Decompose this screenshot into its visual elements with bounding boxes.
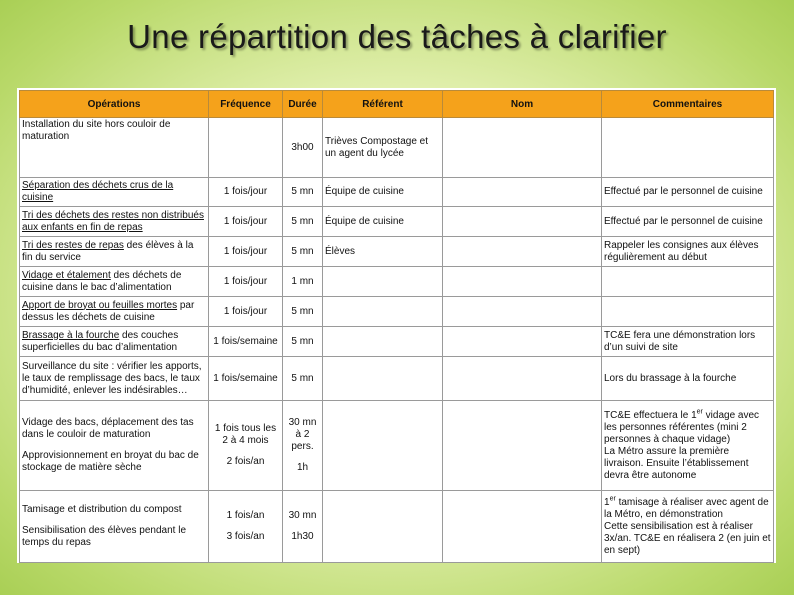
cell-referent — [323, 267, 443, 297]
cell-duree: 5 mn — [283, 237, 323, 267]
table-row — [20, 401, 774, 491]
cell-frequence: 1 fois/semaine — [209, 327, 283, 357]
cell-duree: 1 mn — [283, 267, 323, 297]
cell-frequence — [209, 118, 283, 178]
cell-nom — [443, 297, 602, 327]
cell-referent: Trièves Compostage et un agent du lycée — [323, 118, 443, 178]
cell-nom — [443, 237, 602, 267]
cell-operation: Vidage et étalement des déchets de cuisine dans le bac d’alimentation — [20, 267, 209, 297]
cell-frequence: 1 fois/semaine — [209, 357, 283, 401]
cell-nom — [443, 118, 602, 178]
col-header-frequence: Fréquence — [209, 91, 283, 118]
cell-duree: 5 mn — [283, 207, 323, 237]
cell-commentaires — [602, 297, 774, 327]
cell-duree: 5 mn — [283, 357, 323, 401]
cell-operation: Surveillance du site : vérifier les apports, le taux de remplissage des bacs, le taux d’humidité, enlever les indésirables… — [20, 357, 209, 401]
cell-duree: 3h00 — [283, 118, 323, 178]
cell-duree: 5 mn — [283, 178, 323, 207]
cell-referent — [323, 401, 443, 491]
cell-nom — [443, 178, 602, 207]
table-row — [20, 237, 774, 267]
cell-nom — [443, 267, 602, 297]
cell-duree: 30 mn à 2 pers. 1h — [283, 401, 323, 491]
col-header-duree: Durée — [283, 91, 323, 118]
table-row — [20, 297, 774, 327]
cell-commentaires: Effectué par le personnel de cuisine — [602, 207, 774, 237]
cell-nom — [443, 327, 602, 357]
task-table — [19, 90, 774, 563]
slide-title: Une répartition des tâches à clarifier — [127, 18, 667, 55]
cell-operation: Tri des restes de repas des élèves à la fin du service — [20, 237, 209, 267]
cell-operation: Vidage des bacs, déplacement des tas dans le couloir de maturation Approvisionnement en broyat du bac de stockage de matière sèche — [20, 401, 209, 491]
cell-referent: Élèves — [323, 237, 443, 267]
cell-commentaires: TC&E effectuera le 1er vidage avec les personnes référentes (mini 2 personnes à chaque vidage) La Métro assure la première livraison. Ensuite l’établissement devra être autonome — [602, 401, 774, 491]
cell-duree: 5 mn — [283, 327, 323, 357]
cell-referent: Équipe de cuisine — [323, 207, 443, 237]
table-row — [20, 178, 774, 207]
cell-commentaires — [602, 118, 774, 178]
cell-nom — [443, 357, 602, 401]
cell-operation: Brassage à la fourche des couches superficielles du bac d’alimentation — [20, 327, 209, 357]
col-header-referent: Référent — [323, 91, 443, 118]
cell-nom — [443, 401, 602, 491]
task-table-sheet — [17, 88, 776, 563]
cell-commentaires: Lors du brassage à la fourche — [602, 357, 774, 401]
cell-nom — [443, 491, 602, 563]
table-row — [20, 118, 774, 178]
cell-operation: Apport de broyat ou feuilles mortes par dessus les déchets de cuisine — [20, 297, 209, 327]
table-header-row — [20, 91, 774, 118]
cell-frequence: 1 fois/jour — [209, 178, 283, 207]
cell-commentaires: 1er tamisage à réaliser avec agent de la Métro, en démonstration Cette sensibilisation est à réaliser 3x/an. TC&E en réalisera 2 (en juin et en sept) — [602, 491, 774, 563]
cell-frequence: 1 fois tous les 2 à 4 mois 2 fois/an — [209, 401, 283, 491]
cell-operation: Tamisage et distribution du compost Sensibilisation des élèves pendant le temps du repas — [20, 491, 209, 563]
cell-commentaires — [602, 267, 774, 297]
table-row — [20, 491, 774, 563]
cell-duree: 5 mn — [283, 297, 323, 327]
cell-frequence: 1 fois/jour — [209, 207, 283, 237]
table-row — [20, 207, 774, 237]
table-row — [20, 327, 774, 357]
cell-referent — [323, 297, 443, 327]
cell-referent: Équipe de cuisine — [323, 178, 443, 207]
cell-frequence: 1 fois/an 3 fois/an — [209, 491, 283, 563]
cell-operation: Séparation des déchets crus de la cuisine — [20, 178, 209, 207]
cell-nom — [443, 207, 602, 237]
cell-frequence: 1 fois/jour — [209, 297, 283, 327]
cell-frequence: 1 fois/jour — [209, 267, 283, 297]
cell-commentaires: Rappeler les consignes aux élèves régulièrement au début — [602, 237, 774, 267]
cell-referent — [323, 327, 443, 357]
col-header-operations: Opérations — [20, 91, 209, 118]
cell-referent — [323, 357, 443, 401]
cell-commentaires: Effectué par le personnel de cuisine — [602, 178, 774, 207]
cell-commentaires: TC&E fera une démonstration lors d’un suivi de site — [602, 327, 774, 357]
cell-operation: Tri des déchets des restes non distribués aux enfants en fin de repas — [20, 207, 209, 237]
table-row — [20, 357, 774, 401]
cell-referent — [323, 491, 443, 563]
table-row — [20, 267, 774, 297]
col-header-nom: Nom — [443, 91, 602, 118]
col-header-commentaires: Commentaires — [602, 91, 774, 118]
cell-operation: Installation du site hors couloir de maturation — [20, 118, 209, 178]
cell-frequence: 1 fois/jour — [209, 237, 283, 267]
cell-duree: 30 mn 1h30 — [283, 491, 323, 563]
